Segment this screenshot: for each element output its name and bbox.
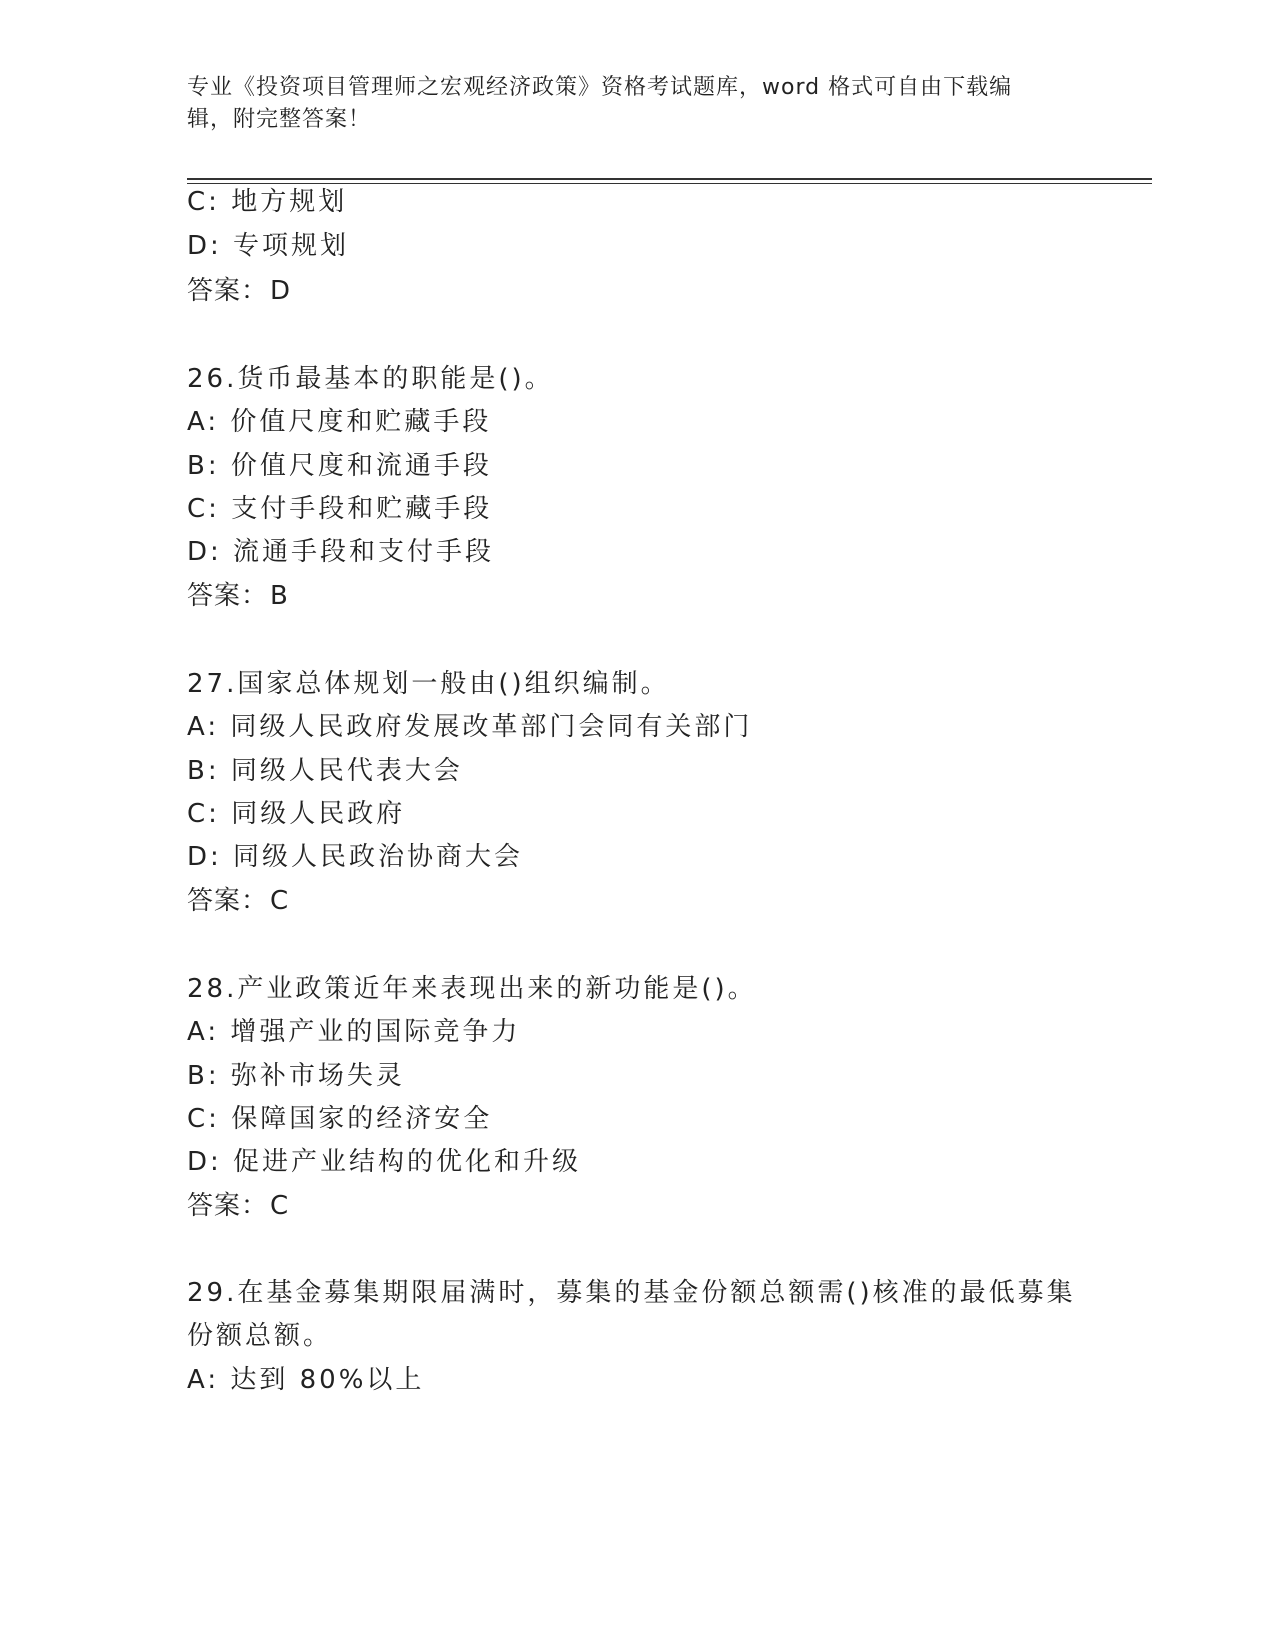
option-text: 同级人民代表大会: [230, 756, 463, 786]
answer-value: C: [270, 1191, 290, 1221]
question-29-stem: [187, 1276, 1076, 1310]
question-text: 产业政策近年来表现出来的新功能是()。: [237, 974, 757, 1004]
option-text: 增强产业的国际竞争力: [230, 1017, 521, 1047]
option-d: [187, 1145, 581, 1179]
question-number: 28.: [187, 974, 238, 1004]
answer-label: 答案：: [187, 886, 269, 916]
option-b: [187, 1059, 405, 1093]
option-label: D:: [187, 842, 222, 872]
question-28-stem: [187, 972, 757, 1006]
answer-value: C: [270, 886, 290, 916]
option-b: [187, 449, 492, 483]
option-label: C:: [187, 187, 220, 217]
option-text: 价值尺度和贮藏手段: [230, 407, 492, 437]
answer-line: [187, 274, 291, 308]
option-label: C:: [187, 1104, 220, 1134]
option-text: 专项规划: [233, 231, 350, 261]
option-c: [187, 492, 492, 526]
header-rule-thick: [187, 178, 1152, 180]
option-text: 价值尺度和流通手段: [230, 451, 492, 481]
question-26-stem: [187, 362, 554, 396]
option-d: [187, 229, 349, 263]
header-line-2: 辑，附完整答案！: [187, 107, 372, 132]
option-text: 支付手段和贮藏手段: [231, 494, 493, 524]
question-text: 份额总额。: [187, 1321, 333, 1351]
answer-value: D: [270, 276, 292, 306]
header-rule-thin: [187, 183, 1152, 184]
question-number: 27.: [187, 669, 238, 699]
option-label: A:: [187, 1365, 220, 1395]
answer-value: B: [270, 581, 289, 611]
option-text: 达到 80%以上: [230, 1365, 425, 1395]
option-b: [187, 754, 463, 788]
option-label: B:: [187, 1061, 220, 1091]
option-text: 促进产业结构的优化和升级: [233, 1147, 582, 1177]
option-d: [187, 535, 494, 569]
option-a: [187, 710, 752, 744]
answer-line: [187, 884, 289, 918]
question-29-stem-cont: [187, 1319, 332, 1353]
option-label: D:: [187, 537, 222, 567]
answer-line: [187, 579, 289, 613]
option-c: [187, 797, 405, 831]
question-27-stem: [187, 667, 670, 701]
option-c: [187, 185, 347, 219]
option-label: A:: [187, 1017, 220, 1047]
answer-label: 答案：: [187, 581, 269, 611]
option-text: 同级人民政治协商大会: [233, 842, 524, 872]
option-text: 流通手段和支付手段: [233, 537, 495, 567]
option-c: [187, 1102, 492, 1136]
option-text: 弥补市场失灵: [230, 1061, 405, 1091]
page-header: [187, 72, 1067, 136]
question-text: 在基金募集期限届满时，募集的基金份额总额需()核准的最低募集: [237, 1278, 1076, 1308]
option-label: B:: [187, 451, 220, 481]
header-line-1: 专业《投资项目管理师之宏观经济政策》资格考试题库，word 格式可自由下载编: [187, 75, 1013, 100]
option-label: C:: [187, 494, 220, 524]
option-text: 同级人民政府: [231, 799, 406, 829]
option-label: D:: [187, 231, 222, 261]
question-text: 货币最基本的职能是()。: [237, 364, 554, 394]
option-d: [187, 840, 523, 874]
answer-label: 答案：: [187, 276, 269, 306]
option-text: 同级人民政府发展改革部门会同有关部门: [230, 712, 753, 742]
option-label: C:: [187, 799, 220, 829]
option-a: [187, 1363, 424, 1397]
option-text: 保障国家的经济安全: [231, 1104, 493, 1134]
option-label: D:: [187, 1147, 222, 1177]
option-a: [187, 1015, 520, 1049]
option-a: [187, 405, 491, 439]
option-label: B:: [187, 756, 220, 786]
option-text: 地方规划: [231, 187, 348, 217]
question-number: 26.: [187, 364, 238, 394]
answer-label: 答案：: [187, 1191, 269, 1221]
option-label: A:: [187, 407, 220, 437]
question-number: 29.: [187, 1278, 238, 1308]
option-label: A:: [187, 712, 220, 742]
question-text: 国家总体规划一般由()组织编制。: [237, 669, 670, 699]
answer-line: [187, 1189, 289, 1223]
